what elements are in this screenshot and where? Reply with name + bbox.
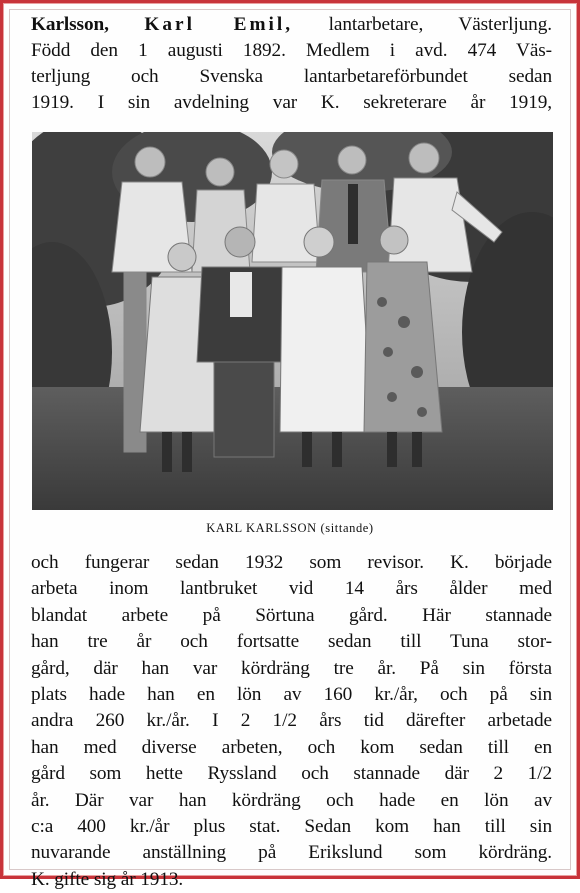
- text-line: terljung och Svenska lantarbetareförbundet sedan: [31, 66, 552, 87]
- text-line: plats hade han en lön av 160 kr./år, och på sin: [31, 684, 552, 706]
- text-line: blandat arbete på Sörtuna gård. Här stannade: [31, 604, 552, 626]
- text-line: han med diverse arbeten, och kom sedan till en: [31, 736, 552, 758]
- text-line: han tre år och fortsatte sedan till Tuna stor-: [31, 631, 552, 653]
- entry-bottom-text: [31, 550, 552, 893]
- entry-given-names: Karl Emil,: [144, 14, 294, 35]
- entry-occupation-location: lantarbetare, Västerljung.: [328, 14, 552, 35]
- text-line: år. Där var han kördräng och hade en lön av: [31, 789, 552, 811]
- text-line: arbeta inom lantbruket vid 14 års ålder med: [31, 578, 552, 600]
- photo-illustration: [32, 132, 553, 510]
- text-line: Född den 1 augusti 1892. Medlem i avd. 474 Väs-: [31, 40, 552, 61]
- group-photograph: [32, 132, 553, 510]
- text-line: och fungerar sedan 1932 som revisor. K. började: [31, 552, 552, 573]
- text-line: nuvarande anställning på Erikslund som kördräng.: [31, 842, 552, 864]
- entry-first-line: [31, 12, 552, 38]
- text-line: K. gifte sig år 1913.: [31, 868, 184, 890]
- text-line: 1919. I sin avdelning var K. sekreterare år 1919,: [31, 92, 552, 113]
- text-line: gård som hette Ryssland och stannade där 2 1/2: [31, 763, 552, 785]
- text-line: andra 260 kr./år. I 2 1/2 års tid därefter arbetade: [31, 710, 552, 732]
- text-line: gård, där han var kördräng tre år. På sin första: [31, 657, 552, 679]
- entry-top-text: [31, 12, 552, 116]
- text-line: c:a 400 kr./år plus stat. Sedan kom han till sin: [31, 816, 552, 838]
- entry-surname: Karlsson,: [31, 14, 109, 35]
- photo-caption: KARL KARLSSON (sittande): [206, 521, 374, 535]
